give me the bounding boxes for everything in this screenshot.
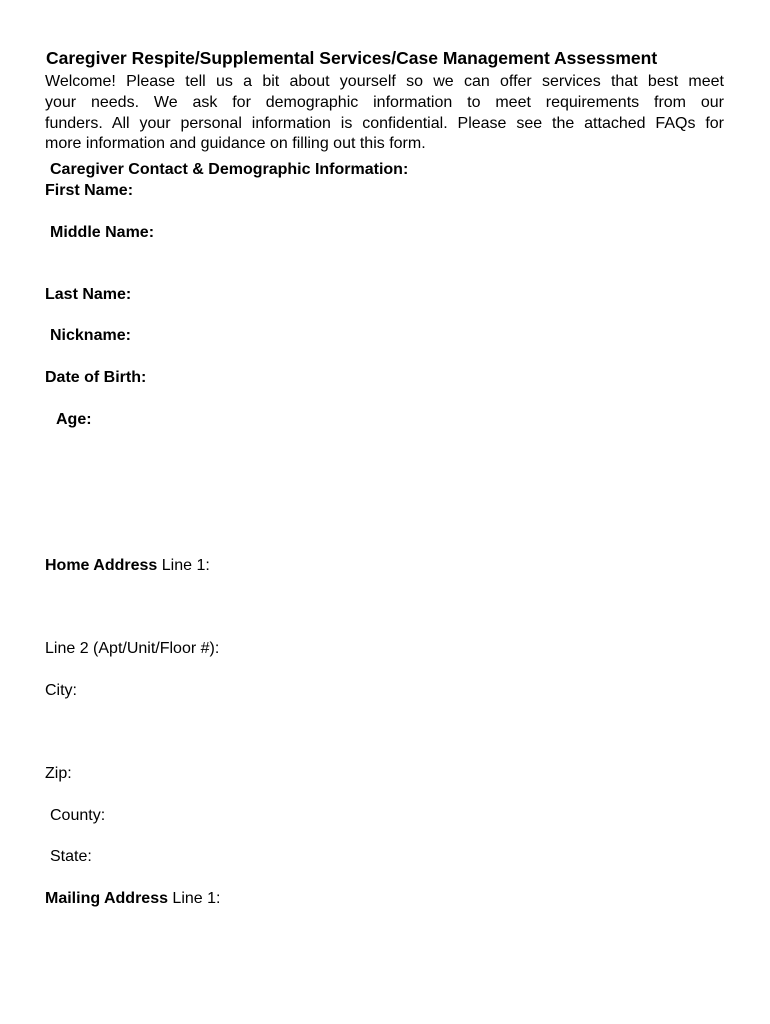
form-title: Caregiver Respite/Supplemental Services/Case Management Assessment bbox=[46, 48, 658, 68]
nickname-label-text: Nickname: bbox=[50, 327, 131, 344]
home-address-label-rest: Line 1: bbox=[157, 557, 210, 574]
county-label-text: County: bbox=[50, 807, 106, 824]
mailing-address-label-bold: Mailing Address bbox=[45, 890, 168, 907]
date-of-birth-label bbox=[45, 369, 146, 387]
date-of-birth-label-text: Date of Birth: bbox=[45, 369, 147, 386]
home-address-line1-label bbox=[45, 557, 210, 575]
home-address-label-bold: Home Address bbox=[45, 557, 158, 574]
age-label-text: Age: bbox=[56, 411, 92, 428]
last-name-label-text: Last Name: bbox=[45, 286, 132, 303]
first-name-label bbox=[45, 182, 133, 200]
section-heading-contact: Caregiver Contact & Demographic Information: bbox=[50, 161, 409, 178]
mailing-address-line1-label bbox=[45, 890, 220, 908]
last-name-label bbox=[45, 286, 131, 304]
zip-label-text: Zip: bbox=[45, 765, 72, 782]
state-label bbox=[50, 848, 92, 866]
first-name-label-text: First Name: bbox=[45, 182, 134, 199]
city-label bbox=[45, 682, 77, 700]
mailing-address-label-rest: Line 1: bbox=[167, 890, 221, 907]
address-line2-label bbox=[45, 640, 219, 658]
age-label bbox=[56, 411, 92, 429]
intro-line: your needs. We ask for demographic information to meet requirements from our bbox=[45, 93, 724, 111]
address-line2-label-text: Line 2 (Apt/Unit/Floor #): bbox=[45, 640, 220, 657]
middle-name-label-text: Middle Name: bbox=[50, 224, 155, 241]
county-label bbox=[50, 807, 105, 825]
intro-line: funders. All your personal information is confidential. Please see the attached FAQs for bbox=[45, 114, 724, 132]
state-label-text: State: bbox=[50, 848, 92, 865]
nickname-label bbox=[50, 327, 131, 345]
intro-paragraph bbox=[45, 72, 724, 155]
intro-line: more information and guidance on filling out this form. bbox=[45, 135, 426, 153]
intro-line: Welcome! Please tell us a bit about yourself so we can offer services that best meet bbox=[45, 73, 724, 90]
middle-name-label bbox=[50, 224, 154, 242]
city-label-text: City: bbox=[45, 682, 77, 699]
zip-label bbox=[45, 765, 72, 783]
